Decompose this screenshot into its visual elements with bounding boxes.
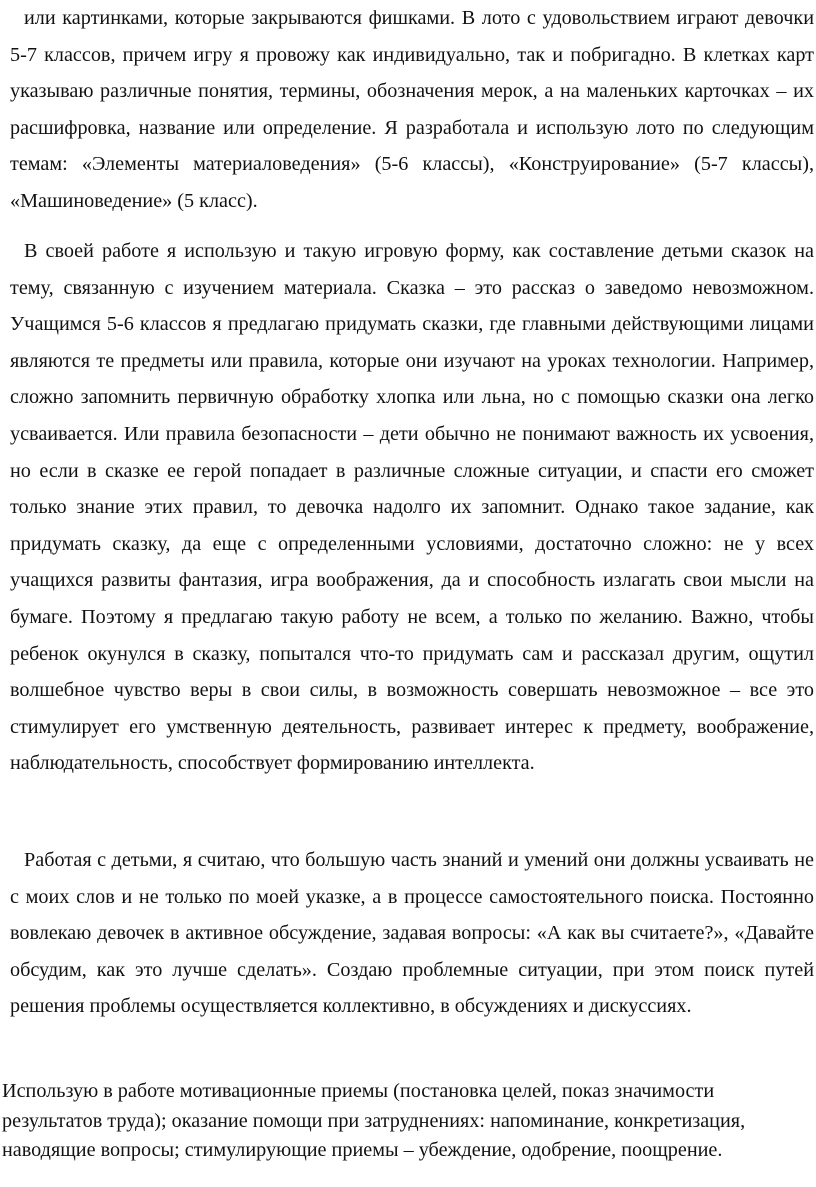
paragraph-independent-search: Работая с детьми, я считаю, что большую часть знаний и умений они должны усваивать не с моих слов и не только по моей указке, а в процессе самостоятельного поиска. Постоянно вовлекаю девочек в активное обсуждение, задавая вопросы: «А как вы считаете?», «Давайте обсудим, как это лучше сделать». Создаю проблемные ситуации, при этом поиск путей решения проблемы осуществляется коллективно, в обсуждениях и дискуссиях. — [10, 849, 814, 1018]
paragraph-fairy-tales: В своей работе я использую и такую игровую форму, как составление детьми сказок на тему, связанную с изучением материала. Сказка – это рассказ о заведомо невозможном. Учащимся 5-6 классов я предлагаю придумать сказки, где главными действующими лицами являются те предметы или правила, которые они изучают на уроках технологии. Например, сложно запомнить первичную обработку хлопка или льна, но с помощью сказки она легко усваивается. Или правила безопасности – дети обычно не понимают важность их усвоения, но если в сказке ее герой попадает в различные сложные ситуации, и спасти его сможет только знание этих правил, то девочка надолго их запомнит. Однако такое задание, как придумать сказку, да еще с определенными условиями, достаточно сложно: не у всех учащихся развиты фантазия, игра воображения, да и способность излагать свои мысли на бумаге. Поэтому я предлагаю такую работу не всем, а только по желанию. Важно, чтобы ребенок окунулся в сказку, попытался что-то придумать сам и рассказал другим, ощутил волшебное чувство веры в свои силы, в возможность совершать невозможное – все это стимулирует его умственную деятельность, развивает интерес к предмету, воображение, наблюдательность, способствует формированию интеллекта. — [10, 240, 814, 775]
paragraph-motivation-methods: Использую в работе мотивационные приемы (постановка целей, показ значимости результатов труда); оказание помощи при затруднениях: напоминание, конкретизация, наводящие вопросы; стимулирующие приемы – убеждение, одобрение, поощрение. — [2, 1080, 746, 1161]
paragraph-lotto: или картинками, которые закрываются фишками. В лото с удовольствием играют девочки 5-7 классов, причем игру я провожу как индивидуально, так и побригадно. В клетках карт указываю различные понятия, термины, обозначения мерок, а на маленьких карточках – их расшифровка, название или определение. Я разработала и использую лото по следующим темам: «Элементы материаловедения» (5-6 классы), «Конструирование» (5-7 классы), «Машиноведение» (5 класс). — [10, 7, 814, 212]
